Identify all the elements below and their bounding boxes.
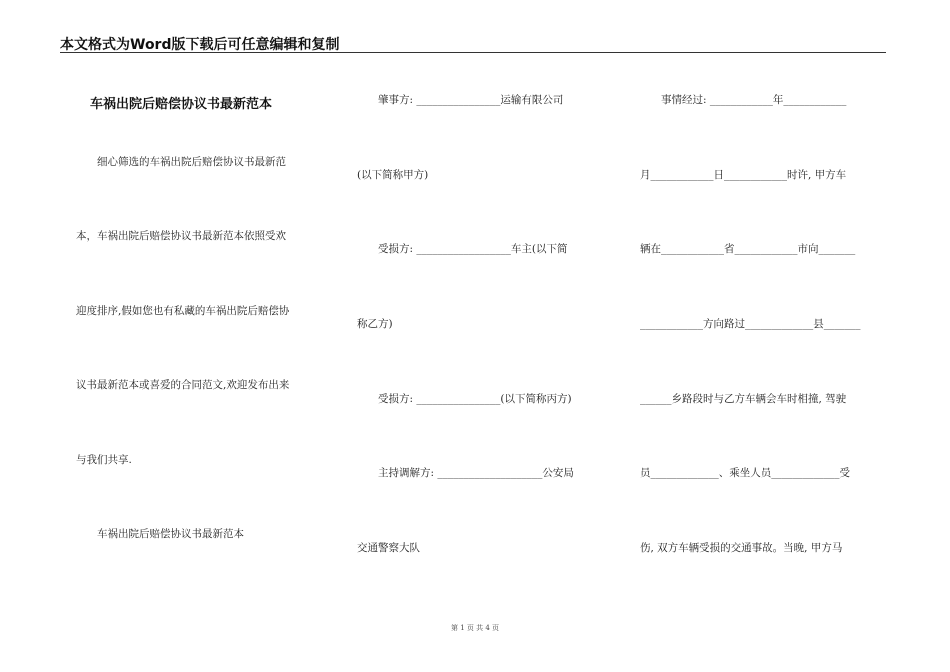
text-line: 交通警察大队	[357, 542, 420, 554]
text-line: 细心筛选的车祸出院后赔偿协议书最新范	[76, 156, 286, 168]
text-line: 本，车祸出院后赔偿协议书最新范本依照受欢	[76, 230, 286, 242]
text-line: 伤, 双方车辆受损的交通事故。当晚, 甲方马	[640, 542, 843, 554]
text-line: 受损方: ________________(以下简称丙方)	[357, 393, 572, 405]
text-line: ____________方向路过_____________县_______	[640, 318, 861, 330]
text-line: 议书最新范本或喜爱的合同范文,欢迎发布出来	[76, 379, 290, 391]
page-footer: 第 1 页 共 4 页	[450, 624, 500, 632]
text-line: 车祸出院后赔偿协议书最新范本	[76, 528, 244, 540]
text-line: 迎度排序,假如您也有私藏的车祸出院后赔偿协	[76, 305, 290, 317]
text-line: 辆在____________省____________市向_______	[640, 243, 856, 255]
text-line: 月____________日____________时许, 甲方车	[640, 169, 847, 181]
text-line: 事情经过: ____________年____________	[640, 94, 847, 106]
text-line: 员_____________、乘坐人员_____________受	[640, 467, 850, 479]
text-line: (以下简称甲方)	[357, 169, 429, 181]
page-header	[60, 28, 886, 53]
text-line: 称乙方)	[357, 318, 393, 330]
document-title: 车祸出院后赔偿协议书最新范本	[90, 97, 273, 112]
header-title: 本文格式为Word版下载后可任意编辑和复制	[60, 37, 340, 53]
text-line: 肇事方: ________________运输有限公司	[357, 94, 564, 106]
text-line: ______乡路段时与乙方车辆会车时相撞, 驾驶	[640, 393, 847, 405]
text-line: 主持调解方: ____________________公安局	[357, 467, 574, 479]
text-line: 受损方: __________________车主(以下简	[357, 243, 568, 255]
text-line: 与我们共享.	[76, 454, 132, 466]
